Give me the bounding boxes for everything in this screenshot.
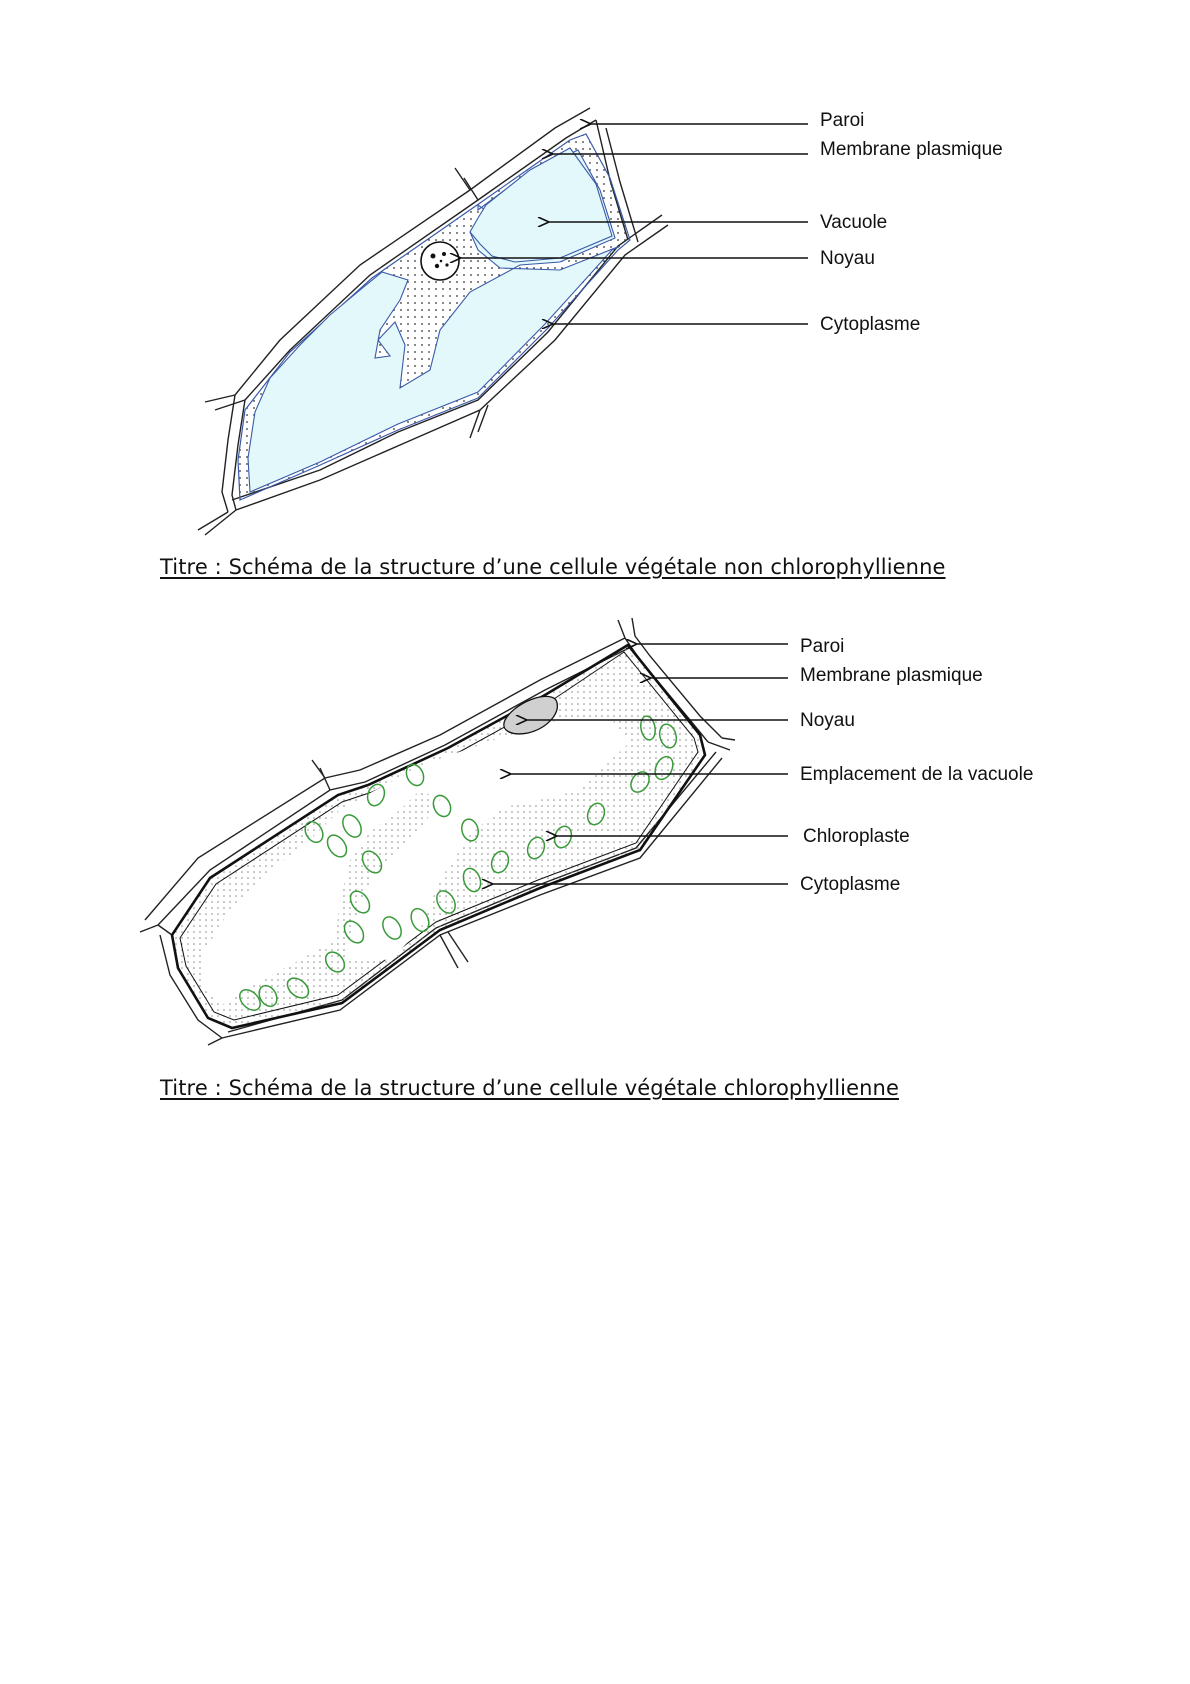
- label-chloroplaste-2: Chloroplaste: [803, 826, 910, 847]
- label-membrane-1: Membrane plasmique: [820, 139, 1003, 160]
- cell-diagram-2: [140, 618, 1033, 1045]
- label-membrane-2: Membrane plasmique: [800, 665, 983, 686]
- label-paroi-1: Paroi: [820, 110, 865, 131]
- figure-title-1: Titre : Schéma de la structure d’une cellule végétale non chlorophyllienne: [160, 555, 946, 579]
- label-cytoplasme-2: Cytoplasme: [800, 874, 901, 895]
- figure-title-2: Titre : Schéma de la structure d’une cellule végétale chlorophyllienne: [160, 1076, 899, 1100]
- label-vacuole-location-2: Emplacement de la vacuole: [800, 764, 1034, 785]
- label-noyau-1: Noyau: [820, 248, 875, 269]
- label-noyau-2: Noyau: [800, 710, 855, 731]
- label-paroi-2: Paroi: [800, 636, 845, 657]
- cell-diagram-1: [198, 108, 1003, 535]
- label-cytoplasme-1: Cytoplasme: [820, 314, 921, 335]
- nucleus-1: [421, 242, 459, 280]
- label-vacuole-1: Vacuole: [820, 212, 888, 233]
